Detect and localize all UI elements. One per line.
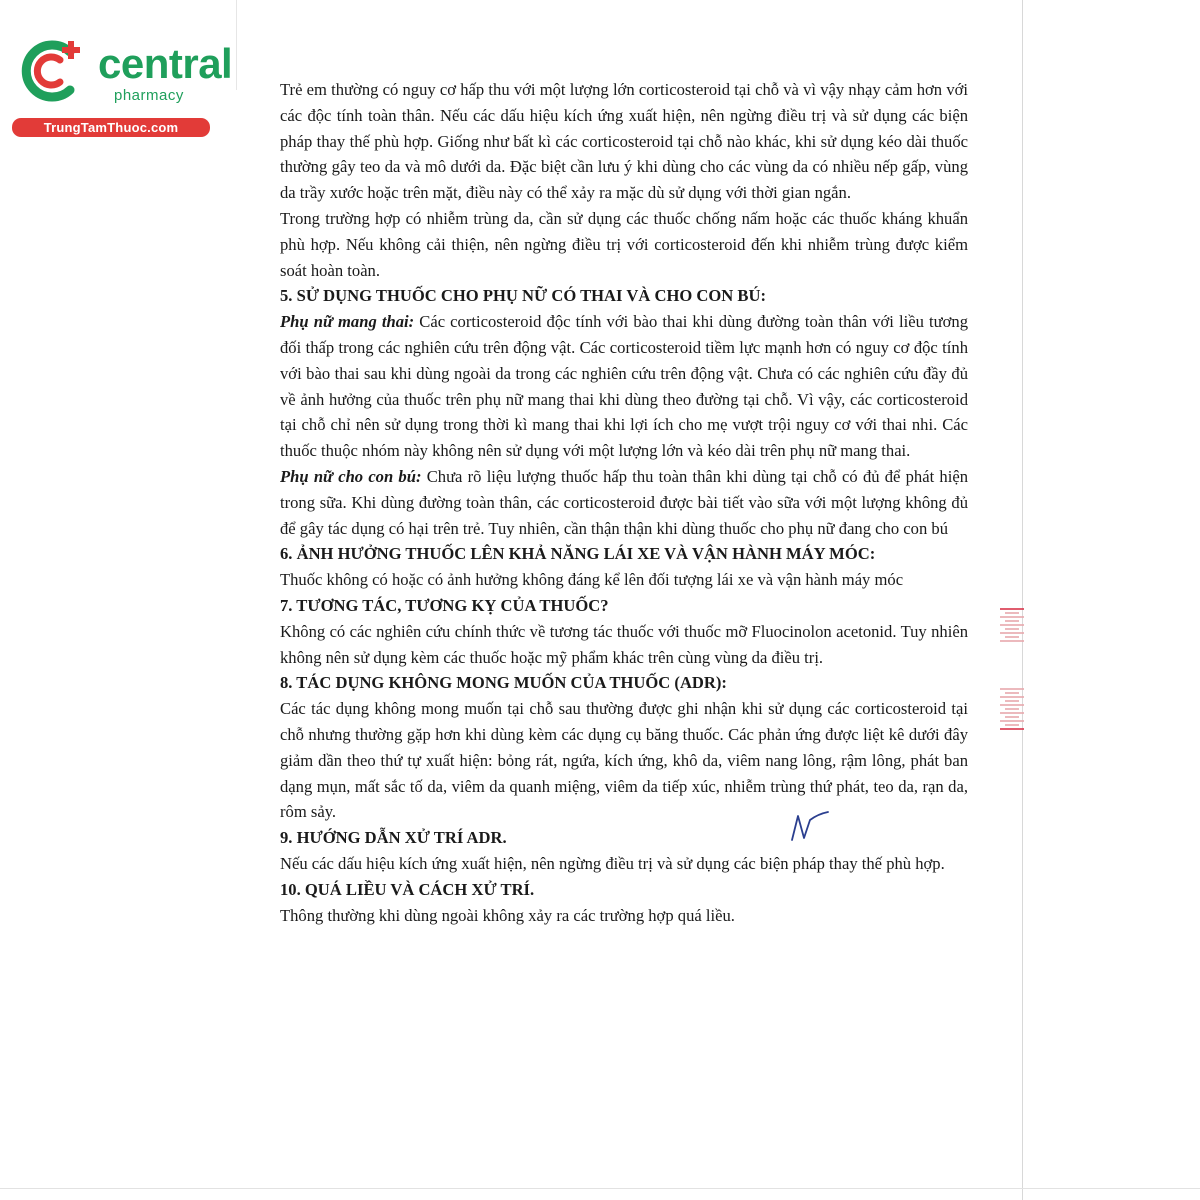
leaflet-page [280,77,968,928]
nursing-label: Phụ nữ cho con bú: [280,466,422,486]
section-6-text: Thuốc không có hoặc có ảnh hưởng không đáng kể lên đối tượng lái xe và vận hành máy móc [280,570,904,590]
nursing-text: Chưa rõ liệu lượng thuốc hấp thu toàn thân khi dùng tại chỗ có đủ để phát hiện trong sữa. Khi dùng đường toàn thân, các corticosteroid được bài tiết vào sữa với một lượng không đủ để gây tác dụng có hại trên trẻ. Tuy nhiên, cần thận thận khi dùng thuốc cho phụ nữ đang cho con bú [280,466,968,538]
section-7-heading: 7. TƯƠNG TÁC, TƯƠNG KỴ CỦA THUỐC? [280,595,609,615]
section-10-text: Thông thường khi dùng ngoài không xảy ra các trường hợp quá liều. [280,905,735,925]
page-stamp-mark-lower [1000,686,1024,732]
pregnant-label: Phụ nữ mang thai: [280,312,415,332]
section-5-heading: 5. SỬ DỤNG THUỐC CHO PHỤ NỮ CÓ THAI VÀ CHO CON BÚ: [280,286,767,306]
intro-paragraph-infection: Trong trường hợp có nhiễm trùng da, cần sử dụng các thuốc chống nấm hoặc các thuốc kháng khuẩn phù hợp. Nếu không cải thiện, nên ngừng điều trị với corticosteroid đến khi nhiễm trùng được kiểm soát hoàn toàn. [280,208,968,280]
scan-edge-bottom [0,1188,1200,1189]
logo-brand: central [98,40,233,87]
section-7-text: Không có các nghiên cứu chính thức về tương tác thuốc với thuốc mỡ Fluocinolon acetonid. Tuy nhiên không nên sử dụng kèm các thuốc hoặc mỹ phẩm khác trên cùng vùng da điều trị. [280,621,968,667]
section-8-heading: 8. TÁC DỤNG KHÔNG MONG MUỐN CỦA THUỐC (ADR): [280,673,727,693]
pregnant-text: Các corticosteroid độc tính với bào thai khi dùng đường toàn thân với liều tương đối thấp trong các nghiên cứu trên động vật. Các corticosteroid tiềm lực mạnh hơn có nguy cơ độc tính với bào thai sau khi dùng ngoài da trong các nghiên cứu trên động vật. Chưa có các nghiên cứu đầy đủ về ảnh hưởng của thuốc trên phụ nữ mang thai khi dùng theo đường tại chỗ. Vì vậy, các corticosteroid tại chỗ chỉ nên sử dụng trong thời kì mang thai khi lợi ích cho mẹ vượt trội nguy cơ với thai nhi. Các thuốc thuộc nhóm này không nên sử dụng với một lượng lớn và kéo dài trên phụ nữ mang thai. [280,312,969,461]
central-pharmacy-logo[interactable] [10,38,233,138]
section-8-text: Các tác dụng không mong muốn tại chỗ sau thường được ghi nhận khi sử dụng các corticosteroid tại chỗ nhưng thường gặp hơn khi dùng kèm các dụng cụ băng thuốc. Các phản ứng được liệt kê dưới đây giảm dần theo thứ tự xuất hiện: bỏng rát, ngứa, kích ứng, khô da, viêm nang lông, rậm lông, phát ban dạng mụn, mất sắc tố da, viêm da quanh miệng, viêm da tiếp xúc, nhiễm trùng thứ phát, teo da, rạn da, rôm sảy. [280,699,968,822]
intro-paragraph-children: Trẻ em thường có nguy cơ hấp thu với một lượng lớn corticosteroid tại chỗ và vì vậy nhạy cảm hơn với các độc tính toàn thân. Nếu các dấu hiệu kích ứng xuất hiện, nên ngừng điều trị và sử dụng các biện pháp thay thế phù hợp. Giống như bất kì các corticosteroid tại chỗ nào khác, khi sử dụng kéo dài thuốc thường gây teo da và mô dưới da. Đặc biệt cần lưu ý khi dùng cho các vùng da có nhiều nếp gấp, vùng da trầy xước hoặc trên mặt, điều này có thể xảy ra mặc dù sử dụng với thời gian ngắn. [280,80,968,203]
signature-mark [788,810,832,844]
section-6-heading: 6. ẢNH HƯỞNG THUỐC LÊN KHẢ NĂNG LÁI XE VÀ VẬN HÀNH MÁY MÓC: [280,544,876,564]
scan-edge-right [1022,0,1023,1200]
pharmacy-c-cross-icon [10,38,92,102]
section-9-text: Nếu các dấu hiệu kích ứng xuất hiện, nên ngừng điều trị và sử dụng các biện pháp thay thế phù hợp. [280,853,945,873]
page-stamp-mark-upper [1000,606,1024,644]
scan-edge-left [236,0,237,90]
section-5-pregnant [280,309,968,464]
logo-site-banner[interactable]: TrungTamThuoc.com [12,118,210,137]
section-5-nursing [280,464,968,541]
section-9-heading: 9. HƯỚNG DẪN XỬ TRÍ ADR. [280,828,507,848]
logo-sub: pharmacy [114,87,184,104]
section-10-heading: 10. QUÁ LIỀU VÀ CÁCH XỬ TRÍ. [280,879,535,899]
